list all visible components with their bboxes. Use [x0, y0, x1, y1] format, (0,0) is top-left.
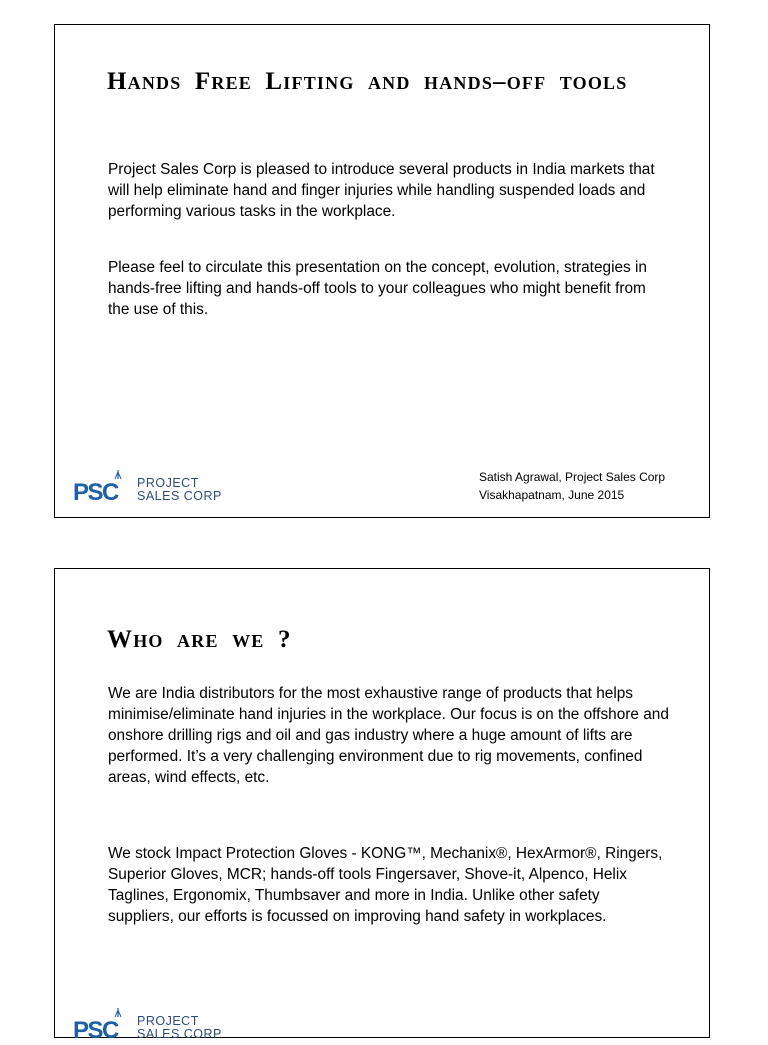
slide-2 — [54, 568, 710, 1044]
logo-line-2: SALES CORP — [137, 1027, 222, 1041]
slide-paragraph: We are India distributors for the most exhaustive range of products that helps minimise/eliminate hand injuries in the workplace. Our focus is on the offshore and onshore drilling rigs and oil and gas industry where a huge amount of lifts are performed. It’s a very challenging environment due to rig movements, confined areas, wind effects, etc. — [108, 685, 669, 786]
slide-paragraph: Project Sales Corp is pleased to introduce several products in India markets that will help eliminate hand and finger injuries while handling suspended loads and performing various tasks in the workplace. — [108, 161, 655, 220]
psc-logo — [71, 1005, 241, 1045]
slide-paragraph: We stock Impact Protection Gloves - KONG™, Mechanix®, HexArmor®, Ringers, Superior Gloves, MCR; hands-off tools Fingersaver, Shove-it, Alpenco, Helix Taglines, Ergonomix, Thumbsaver and more in India. Unlike other safety suppliers, our efforts is focussed on improving hand safety in workplaces. — [108, 845, 663, 925]
slide-title: Hands Free Lifting and hands–off tools — [107, 68, 628, 95]
footer-author: Satish Agrawal, Project Sales Corp — [479, 470, 666, 484]
logo-line-2: SALES CORP — [137, 489, 222, 503]
logo-mark: PSC — [73, 1017, 118, 1044]
logo-mark: PSC — [73, 479, 118, 506]
psc-logo-icon — [71, 467, 135, 507]
logo-line-1: PROJECT — [137, 1014, 199, 1028]
slide-paragraph: Please feel to circulate this presentation on the concept, evolution, strategies in hands-free lifting and hands-off tools to your colleagues who might benefit from the use of this. — [108, 259, 647, 318]
footer-place-date: Visakhapatnam, June 2015 — [479, 488, 625, 502]
psc-logo-icon — [71, 1005, 135, 1045]
slide-1 — [54, 24, 710, 518]
slide-title: Who are we ? — [107, 626, 292, 653]
logo-line-1: PROJECT — [137, 476, 199, 490]
psc-logo — [71, 467, 241, 507]
slide-footer — [479, 468, 665, 504]
